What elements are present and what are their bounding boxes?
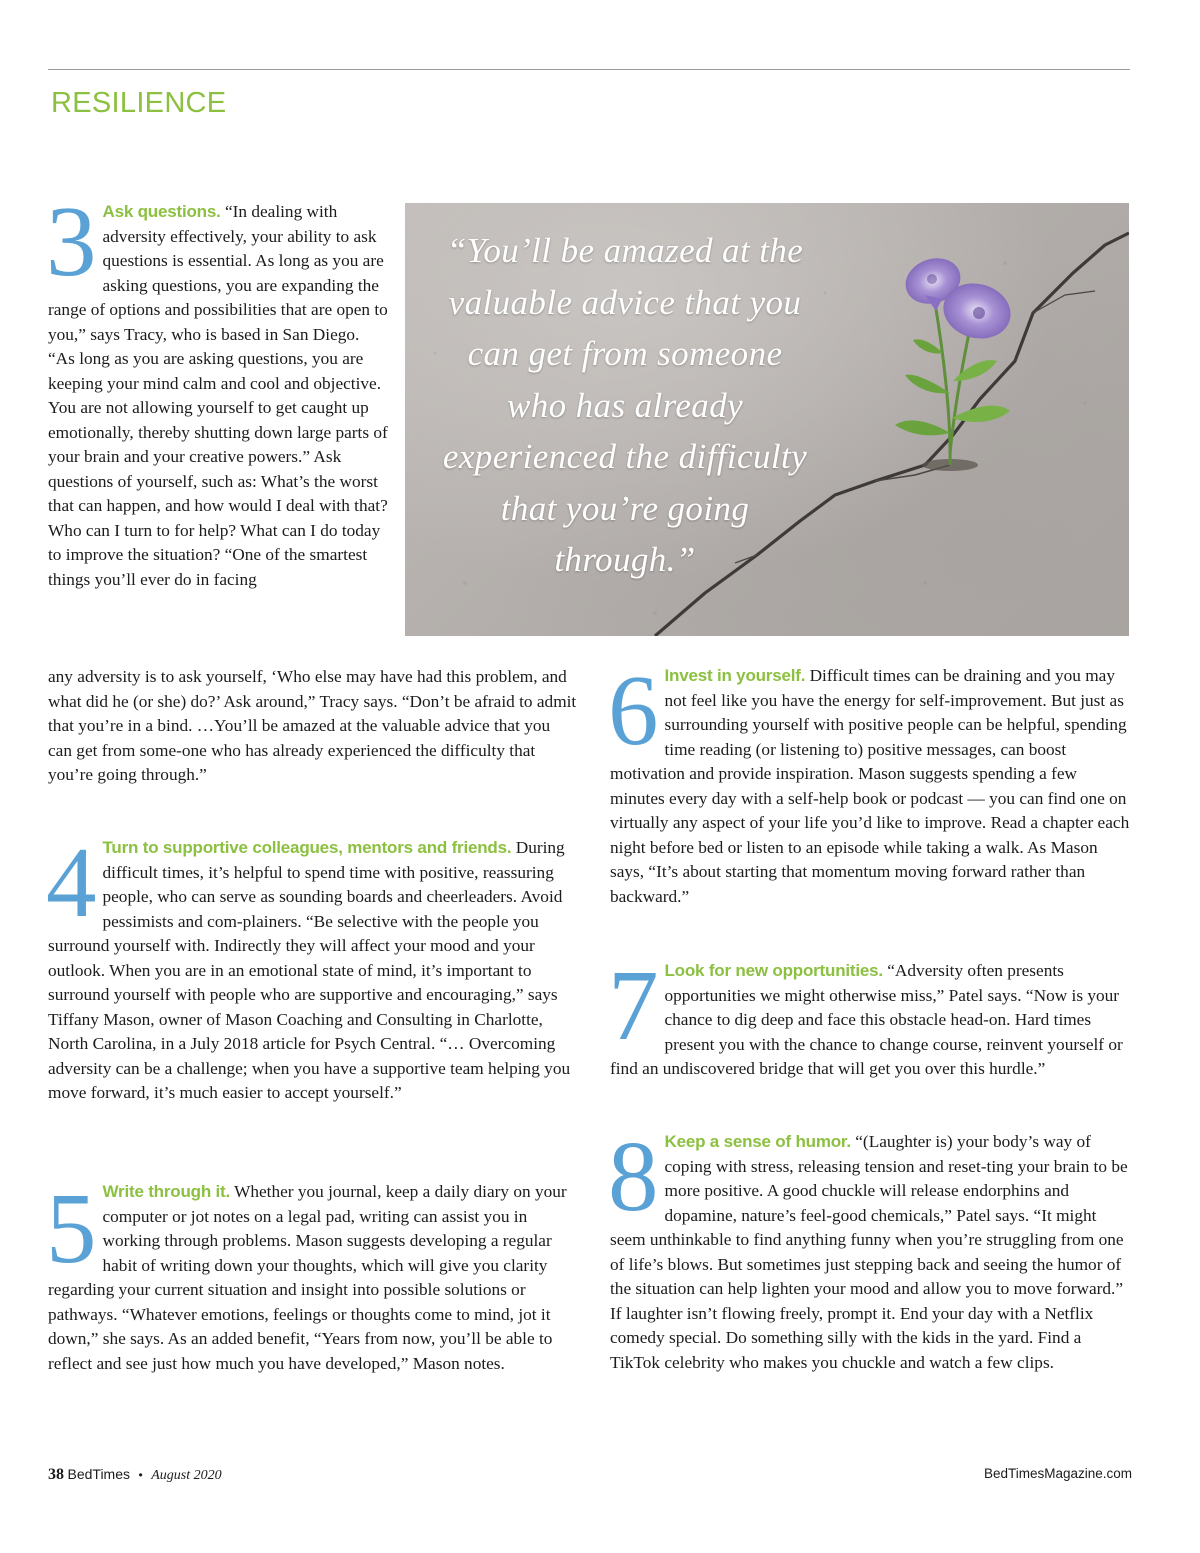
- item-3-dropcap: 3: [46, 185, 97, 297]
- item-3-continued: [48, 665, 578, 788]
- item-4: [46, 826, 573, 1106]
- item-7-text: “Adversity often presents opportunities we might otherwise miss,” Patel says. “Now is your chance to dig deep and face this obstacle head-on. Hard times present you with the chance to change course, reinvent yourself or find an undiscovered bridge that will get you over this hurdle.”: [610, 961, 1123, 1078]
- item-6-text: Difficult times can be draining and you may not feel like you have the energy for self-improvement. But just as surrounding yourself with positive people can be helpful, spending time reading (or listening to) positive messages, can boost motivation and provide inspiration. Mason suggests spending a few minutes every day with a self-help book or podcast — you can find one on virtually any aspect of your life you’d like to improve. Read a chapter each night before bed or listen to an episode while taking a walk. As Mason says, “It’s about starting that momentum moving forward rather than backward.”: [610, 666, 1130, 906]
- pull-quote: “You’ll be amazed at the valuable advice that you can get from someone who has already experienced the difficulty that you’re going through.”: [442, 231, 808, 579]
- website-link[interactable]: BedTimesMagazine.com: [983, 1466, 1132, 1481]
- footer-separator: •: [138, 1468, 143, 1482]
- item-3-text: “In dealing with adversity effectively, your ability to ask questions is essential. As long as you are asking questions, you are expanding the range of options and possibilities that are open to you,” says Tracy, who is based in San Diego. “As long as you are asking questions, you are keeping your mind calm and cool and objective. You are not allowing yourself to get caught up emotionally, thereby shutting down large parts of your brain and your creative powers.” Ask questions of yourself, such as: What’s the worst that can happen, and how would I deal with that? Who can I turn to for help? What can I do today to improve the situation? “One of the smartest things you’ll ever do in facing: [48, 202, 388, 589]
- item-8-title: Keep a sense of humor.: [664, 1132, 851, 1151]
- item-7: [608, 949, 1135, 1082]
- item-5-text: Whether you journal, keep a daily diary on your computer or jot notes on a legal pad, writing can assist you in working through problems. Mason suggests developing a regular habit of writing down your thoughts, which will give you clarity regarding your current situation and insight into possible solutions or pathways. “Whatever emotions, feelings or thoughts come to mind, jot it down,” she says. As an added benefit, “Years from now, you’ll be able to reflect and see just how much you have developed,” Mason notes.: [48, 1182, 567, 1373]
- item-6-dropcap: 6: [608, 654, 659, 766]
- item-7-title: Look for new opportunities.: [664, 961, 883, 980]
- item-4-title: Turn to supportive colleagues, mentors and friends.: [102, 838, 512, 857]
- item-4-dropcap: 4: [46, 826, 97, 938]
- item-8-dropcap: 8: [608, 1120, 659, 1232]
- magazine-name: BedTimes: [67, 1466, 131, 1482]
- item-5-title: Write through it.: [102, 1182, 231, 1201]
- item-3-title: Ask questions.: [102, 202, 221, 221]
- footer-left: [48, 1466, 222, 1484]
- top-rule: [48, 69, 1130, 70]
- item-4-text: During difficult times, it’s helpful to spend time with positive, reassuring people, who can serve as sounding boards and cheerleaders. Avoid pessimists and com-plainers. “Be selective with the people you surround yourself with. Indirectly they will affect your mood and your outlook. When you are in an emotional state of mind, it’s important to surround yourself with people who are supportive and encouraging,” says Tiffany Mason, owner of Mason Coaching and Consulting in Charlotte, North Carolina, in a July 2018 article for Psych Central. “… Overcoming adversity can be a challenge; when you have a supportive team helping you move forward, it’s much easier to accept yourself.”: [48, 838, 571, 1102]
- issue-date: August 2020: [151, 1468, 222, 1483]
- item-6-title: Invest in yourself.: [664, 666, 806, 685]
- item-6: [608, 654, 1135, 909]
- item-7-dropcap: 7: [608, 949, 659, 1061]
- item-5-dropcap: 5: [46, 1172, 97, 1284]
- item-8-text: “(Laughter is) your body’s way of coping with stress, releasing tension and reset-ting your brain to be more positive. A good chuckle will release endorphins and dopamine, nature’s feel-good chemicals,” Patel says. “It might seem unthinkable to find anything funny when you’re struggling from one of life’s blows. But sometimes just stepping back and seeing the humor of the situation can help lighten your mood and allow you to move forward.” If laughter isn’t flowing freely, prompt it. End your day with a Netflix comedy special. Do something silly with the kids in the yard. Find a TikTok celebrity who makes you chuckle and watch a few clips.: [610, 1132, 1128, 1372]
- item-3: [46, 185, 388, 592]
- item-3-text-continued: any adversity is to ask yourself, ‘Who else may have had this problem, and what did he (or she) do?’ Ask around,” Tracy says. “Don’t be afraid to admit that you’re in a bind. …You’ll be amazed at the valuable advice that you can get from some-one who has already experienced the difficulty that you’re going through.”: [48, 667, 577, 784]
- item-5: [46, 1172, 573, 1376]
- item-8: [608, 1120, 1135, 1375]
- section-title: RESILIENCE: [51, 87, 227, 119]
- flower-photo: [405, 203, 1129, 636]
- page-number: 38: [48, 1466, 64, 1483]
